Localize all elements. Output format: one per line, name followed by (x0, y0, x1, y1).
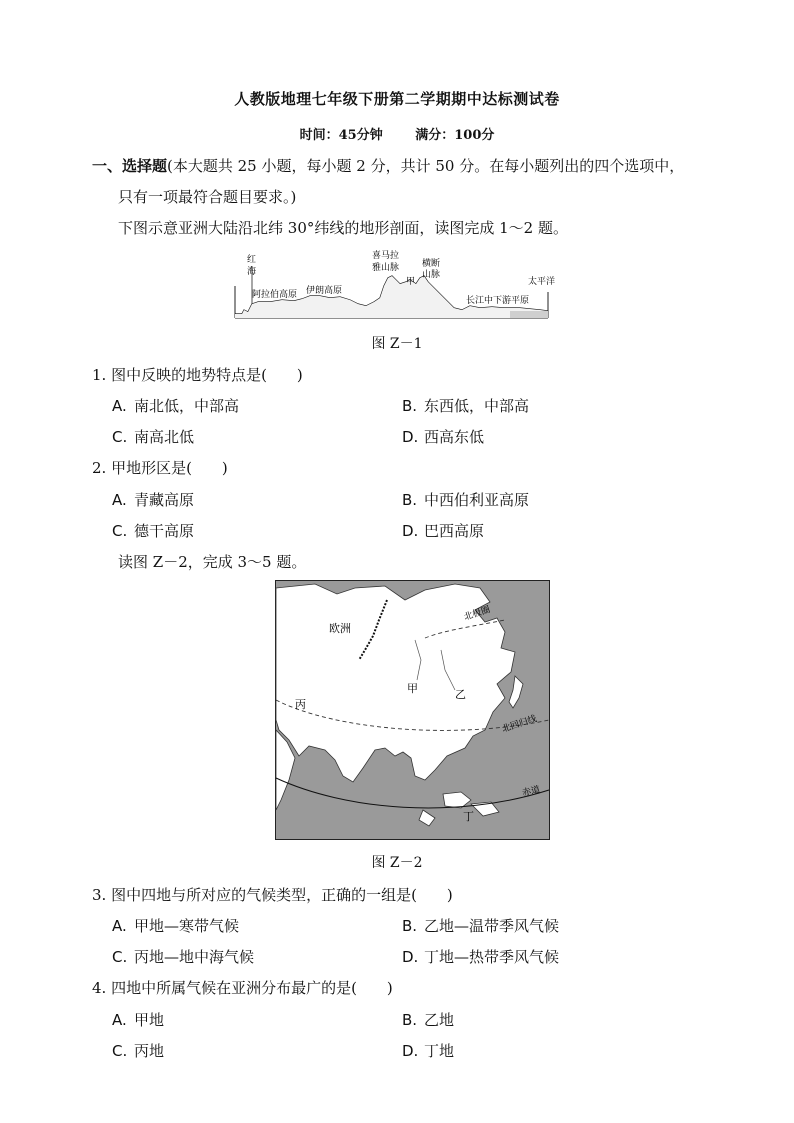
exam-score: 满分：100分 (415, 128, 495, 143)
q4-option-d[interactable]: D. 丁地 (402, 1042, 455, 1060)
label-jia-profile: 甲 (406, 277, 416, 287)
label-pacific: 太平洋 (528, 277, 556, 287)
q3-option-c[interactable]: C. 丙地—地中海气候 (112, 948, 255, 966)
q4-option-c[interactable]: C. 丙地 (112, 1042, 165, 1060)
label-equator: 赤道 (521, 784, 542, 799)
label-himalaya-2: 雅山脉 (372, 263, 400, 273)
q4-stem: 4. 四地中所属气候在亚洲分布最广的是( ) (92, 979, 393, 997)
q1-stem: 1. 图中反映的地势特点是( ) (92, 366, 303, 384)
label-hengduan-2: 山脉 (422, 270, 441, 280)
q1-option-b[interactable]: B. 东西低，中部高 (402, 397, 530, 415)
label-hengduan-1: 横断 (422, 259, 441, 269)
label-himalaya-1: 喜马拉 (372, 251, 400, 261)
q1-option-a[interactable]: A. 南北低，中部高 (112, 397, 240, 415)
pacific-water (510, 311, 548, 318)
q4-option-b[interactable]: B. 乙地 (402, 1011, 455, 1029)
q4-option-a[interactable]: A. 甲地 (112, 1011, 165, 1029)
q1-option-c[interactable]: C. 南高北低 (112, 428, 195, 446)
exam-meta (0, 124, 794, 143)
section-desc-1: (本大题共 25 小题，每小题 2 分，共计 50 分。在每小题列出的四个选项中， (167, 157, 685, 175)
intro-1: 下图示意亚洲大陆沿北纬 30°纬线的地形剖面，读图完成 1～2 题。 (118, 219, 568, 237)
figure-1-caption: 图 Z－1 (371, 336, 423, 352)
label-bing-map: 丙 (295, 698, 306, 711)
section-title: 一、选择题 (92, 157, 168, 175)
section-desc-2: 只有一项最符合题目要求。) (118, 188, 297, 206)
q2-option-b[interactable]: B. 中西伯利亚高原 (402, 491, 530, 509)
q3-option-a[interactable]: A. 甲地—寒带气候 (112, 917, 240, 935)
label-arctic-circle: 北极圈 (462, 604, 492, 623)
label-ding-map: 丁 (463, 810, 474, 823)
q3-stem: 3. 图中四地与所对应的气候类型，正确的一组是( ) (92, 886, 453, 904)
label-arabian-plateau: 阿拉伯高原 (252, 290, 298, 300)
q3-option-d[interactable]: D. 丁地—热带季风气候 (402, 948, 560, 966)
exam-time: 时间：45分钟 (299, 128, 383, 143)
q1-option-d[interactable]: D. 西高东低 (402, 428, 485, 446)
page-title: 人教版地理七年级下册第二学期期中达标测试卷 (234, 90, 560, 108)
figure-2-caption: 图 Z－2 (371, 855, 423, 871)
q2-option-c[interactable]: C. 德干高原 (112, 522, 195, 540)
q2-stem: 2. 甲地形区是( ) (92, 459, 228, 477)
label-iranian-plateau: 伊朗高原 (306, 286, 343, 296)
intro-2: 读图 Z－2，完成 3～5 题。 (118, 553, 307, 571)
terrain-profile-figure (230, 246, 560, 326)
label-yangtze-plain: 长江中下游平原 (466, 296, 530, 306)
label-europe: 欧洲 (329, 622, 351, 635)
label-red-sea-1: 红 (247, 255, 257, 265)
label-red-sea-2: 海 (247, 267, 257, 277)
asia-map-figure (275, 580, 550, 840)
label-tropic: 北回归线 (500, 714, 539, 735)
q3-option-b[interactable]: B. 乙地—温带季风气候 (402, 917, 560, 935)
label-jia-map: 甲 (407, 682, 418, 695)
label-yi-map: 乙 (455, 688, 466, 701)
q2-option-d[interactable]: D. 巴西高原 (402, 522, 485, 540)
section-heading (92, 155, 684, 176)
q2-option-a[interactable]: A. 青藏高原 (112, 491, 195, 509)
